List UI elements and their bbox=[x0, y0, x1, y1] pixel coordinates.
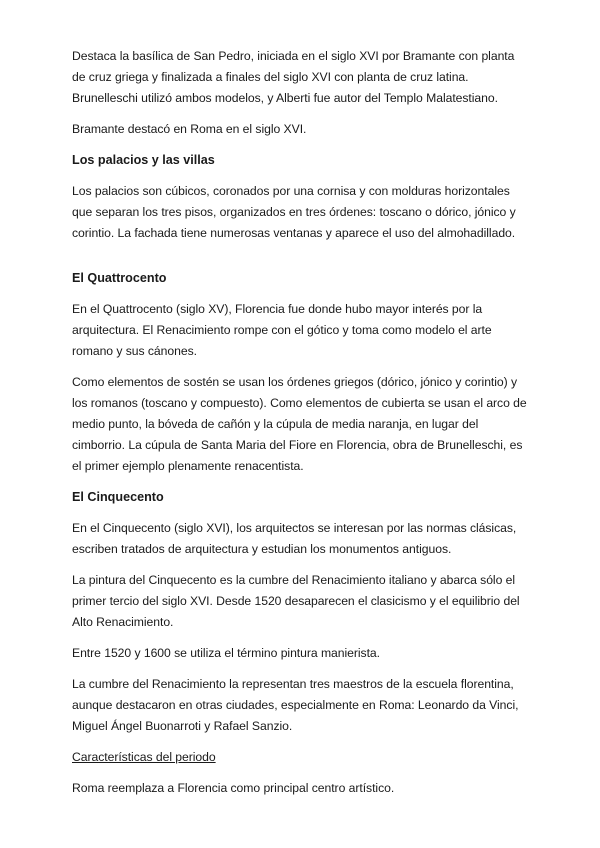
paragraph-elementos: Como elementos de sostén se usan los órdenes griegos (dórico, jónico y corintio) y los romanos (toscano y compuesto). Como elementos de cubierta se usan el arco de medio punto, la bóveda de cañón y la cúpula de media naranja, en lugar del cimborrio. La cúpula de Santa Maria del Fiore en Florencia, obra de Brunelleschi, es el primer ejemplo plenamente renacentista. bbox=[72, 375, 527, 473]
heading-quattrocento: El Quattrocento bbox=[72, 271, 167, 285]
paragraph-basilica: Destaca la basílica de San Pedro, iniciada en el siglo XVI por Bramante con planta de cruz griega y finalizada a finales del siglo XVI con planta de cruz latina. Brunelleschi utilizó ambos modelos, y Alberti fue autor del Templo Malatestiano. bbox=[72, 49, 515, 105]
paragraph-roma: Roma reemplaza a Florencia como principal centro artístico. bbox=[72, 781, 395, 795]
paragraph-pintura: La pintura del Cinquecento es la cumbre del Renacimiento italiano y abarca sólo el primer tercio del siglo XVI. Desde 1520 desaparecen el clasicismo y el equilibrio del Alto Renacimiento. bbox=[72, 573, 520, 629]
paragraph-bramante: Bramante destacó en Roma en el siglo XVI. bbox=[72, 122, 307, 136]
paragraph-cinquecento: En el Cinquecento (siglo XVI), los arquitectos se interesan por las normas clásicas, escriben tratados de arquitectura y estudian los monumentos antiguos. bbox=[72, 521, 517, 556]
paragraph-manierista: Entre 1520 y 1600 se utiliza el término pintura manierista. bbox=[72, 646, 380, 660]
paragraph-quattrocento: En el Quattrocento (siglo XV), Florencia fue donde hubo mayor interés por la arquitectura. El Renacimiento rompe con el gótico y toma como modelo el arte romano y sus cánones. bbox=[72, 302, 492, 358]
paragraph-palacios: Los palacios son cúbicos, coronados por una cornisa y con molduras horizontales que separan los tres pisos, organizados en tres órdenes: toscano o dórico, jónico y corintio. La fachada tiene numerosas ventanas y aparece el uso del almohadillado. bbox=[72, 184, 516, 240]
subheading-caracteristicas: Características del periodo bbox=[72, 750, 216, 764]
heading-cinquecento: El Cinquecento bbox=[72, 490, 164, 504]
paragraph-maestros: La cumbre del Renacimiento la representan tres maestros de la escuela florentina, aunque destacaron en otras ciudades, especialmente en Roma: Leonardo da Vinci, Miguel Ángel Buonarroti y Rafael Sanzio. bbox=[72, 677, 519, 733]
heading-palacios: Los palacios y las villas bbox=[72, 153, 215, 167]
